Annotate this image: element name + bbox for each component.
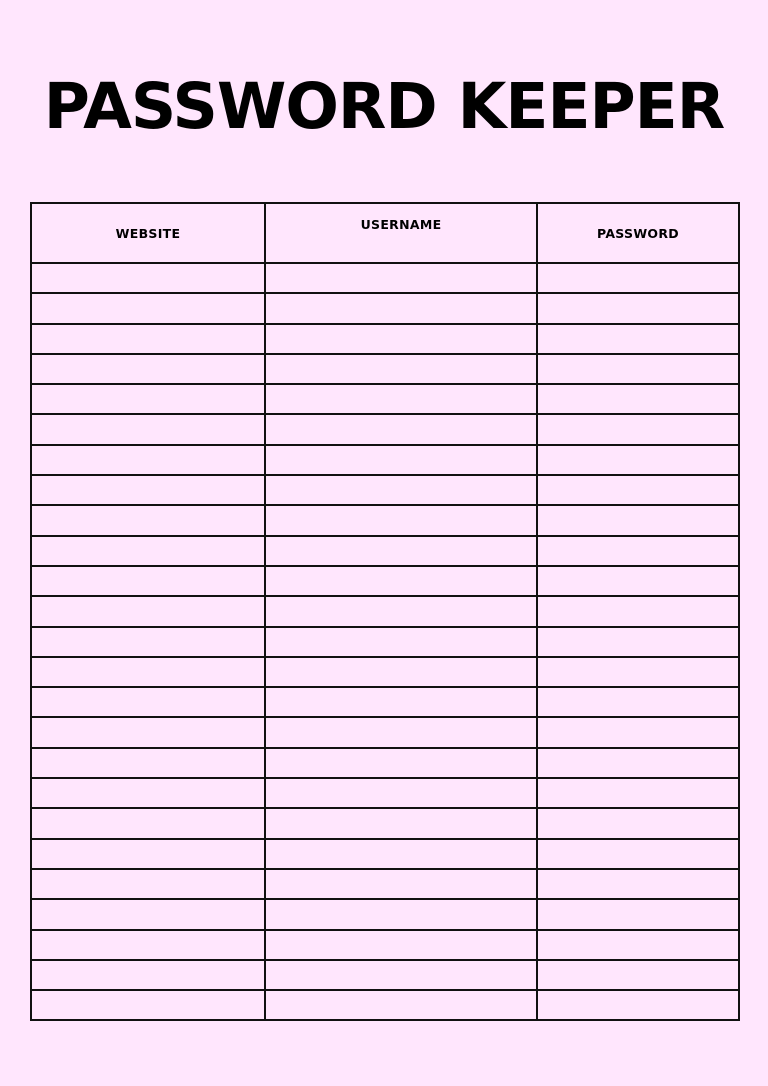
cell-password[interactable]: [537, 627, 739, 657]
table-header-row: [31, 203, 739, 263]
cell-website[interactable]: [31, 475, 265, 505]
table-row: [31, 717, 739, 747]
cell-password[interactable]: [537, 414, 739, 444]
table-row: [31, 263, 739, 293]
cell-username[interactable]: [265, 657, 537, 687]
cell-website[interactable]: [31, 869, 265, 899]
cell-website[interactable]: [31, 657, 265, 687]
cell-username[interactable]: [265, 505, 537, 535]
cell-website[interactable]: [31, 687, 265, 717]
cell-password[interactable]: [537, 354, 739, 384]
cell-password[interactable]: [537, 384, 739, 414]
cell-website[interactable]: [31, 324, 265, 354]
cell-username[interactable]: [265, 414, 537, 444]
cell-username[interactable]: [265, 627, 537, 657]
cell-website[interactable]: [31, 899, 265, 929]
cell-password[interactable]: [537, 899, 739, 929]
table-row: [31, 930, 739, 960]
table-row: [31, 414, 739, 444]
cell-website[interactable]: [31, 748, 265, 778]
cell-username[interactable]: [265, 596, 537, 626]
column-header-username: USERNAME: [265, 203, 537, 263]
cell-password[interactable]: [537, 324, 739, 354]
cell-username[interactable]: [265, 324, 537, 354]
cell-password[interactable]: [537, 808, 739, 838]
table-row: [31, 778, 739, 808]
cell-website[interactable]: [31, 384, 265, 414]
cell-username[interactable]: [265, 990, 537, 1020]
table-row: [31, 596, 739, 626]
cell-password[interactable]: [537, 445, 739, 475]
cell-username[interactable]: [265, 748, 537, 778]
table-row: [31, 354, 739, 384]
cell-password[interactable]: [537, 748, 739, 778]
table-body: [31, 263, 739, 1020]
cell-password[interactable]: [537, 505, 739, 535]
cell-username[interactable]: [265, 899, 537, 929]
cell-username[interactable]: [265, 384, 537, 414]
cell-password[interactable]: [537, 960, 739, 990]
cell-username[interactable]: [265, 960, 537, 990]
column-header-password: PASSWORD: [537, 203, 739, 263]
cell-password[interactable]: [537, 566, 739, 596]
cell-username[interactable]: [265, 778, 537, 808]
cell-password[interactable]: [537, 293, 739, 323]
cell-password[interactable]: [537, 990, 739, 1020]
table-row: [31, 869, 739, 899]
cell-website[interactable]: [31, 263, 265, 293]
cell-password[interactable]: [537, 596, 739, 626]
table-row: [31, 627, 739, 657]
cell-username[interactable]: [265, 808, 537, 838]
cell-username[interactable]: [265, 566, 537, 596]
cell-website[interactable]: [31, 536, 265, 566]
cell-password[interactable]: [537, 869, 739, 899]
cell-website[interactable]: [31, 960, 265, 990]
cell-website[interactable]: [31, 566, 265, 596]
cell-username[interactable]: [265, 839, 537, 869]
column-header-website: WEBSITE: [31, 203, 265, 263]
cell-website[interactable]: [31, 627, 265, 657]
cell-website[interactable]: [31, 354, 265, 384]
cell-username[interactable]: [265, 293, 537, 323]
cell-website[interactable]: [31, 445, 265, 475]
table-row: [31, 990, 739, 1020]
cell-website[interactable]: [31, 505, 265, 535]
cell-website[interactable]: [31, 808, 265, 838]
cell-password[interactable]: [537, 717, 739, 747]
table-row: [31, 566, 739, 596]
cell-username[interactable]: [265, 445, 537, 475]
table-row: [31, 536, 739, 566]
cell-website[interactable]: [31, 414, 265, 444]
table-row: [31, 657, 739, 687]
table-row: [31, 808, 739, 838]
cell-website[interactable]: [31, 596, 265, 626]
cell-password[interactable]: [537, 475, 739, 505]
cell-password[interactable]: [537, 657, 739, 687]
cell-website[interactable]: [31, 839, 265, 869]
table-row: [31, 445, 739, 475]
cell-username[interactable]: [265, 354, 537, 384]
cell-password[interactable]: [537, 536, 739, 566]
table-row: [31, 839, 739, 869]
cell-website[interactable]: [31, 778, 265, 808]
cell-username[interactable]: [265, 475, 537, 505]
table-row: [31, 899, 739, 929]
table-row: [31, 505, 739, 535]
cell-username[interactable]: [265, 536, 537, 566]
cell-username[interactable]: [265, 263, 537, 293]
cell-username[interactable]: [265, 717, 537, 747]
table-row: [31, 748, 739, 778]
table-row: [31, 687, 739, 717]
cell-password[interactable]: [537, 687, 739, 717]
cell-website[interactable]: [31, 990, 265, 1020]
cell-username[interactable]: [265, 930, 537, 960]
cell-username[interactable]: [265, 869, 537, 899]
cell-password[interactable]: [537, 263, 739, 293]
table-row: [31, 384, 739, 414]
cell-password[interactable]: [537, 839, 739, 869]
cell-website[interactable]: [31, 930, 265, 960]
table-row: [31, 960, 739, 990]
cell-website[interactable]: [31, 293, 265, 323]
cell-password[interactable]: [537, 778, 739, 808]
cell-username[interactable]: [265, 687, 537, 717]
password-table: [30, 202, 740, 1021]
table-row: [31, 324, 739, 354]
table-row: [31, 293, 739, 323]
page-title: PASSWORD KEEPER: [43, 70, 725, 143]
table-row: [31, 475, 739, 505]
cell-website[interactable]: [31, 717, 265, 747]
cell-password[interactable]: [537, 930, 739, 960]
